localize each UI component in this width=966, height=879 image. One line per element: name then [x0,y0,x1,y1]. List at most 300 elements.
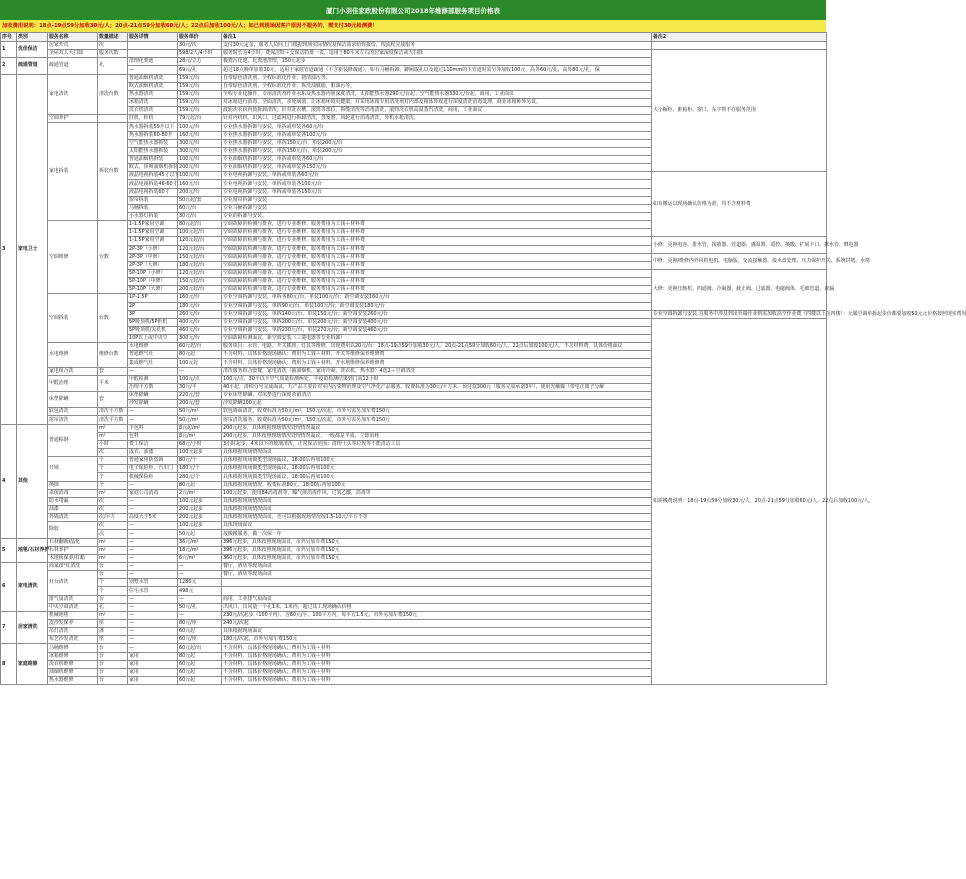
cell-remark-2: 大小橱柜、脏箱柜、窗口、东字帮不在服务范围 [652,50,827,172]
cell-detail: — [128,619,178,627]
cell-unit-price: — [178,563,222,571]
cell-detail: — [128,628,178,636]
cell-service-name: 排气扇清洗 [48,595,98,603]
cell-remark-1: 360元起步，具体按照现场面议，市外另加车费150元 [222,554,652,562]
cell-detail: — [128,546,178,554]
cell-quantity: m² [98,489,128,497]
cell-detail: 清理化粪池 [128,58,178,66]
cell-unit-price: 80元/个 [178,457,222,465]
cell-service-name: 中央空调清洗 [48,603,98,611]
cell-no: 4 [1,424,17,538]
cell-quantity: 小时 [98,440,128,448]
table-header-row [1,33,827,42]
cell-service-name: 空调拆装 [48,294,98,343]
cell-detail: 3P [128,310,178,318]
cell-remark-1: 具体根据现场情况面议 [222,449,652,457]
cell-no: 3 [1,74,17,424]
cell-quantity: 台 [98,676,128,684]
cell-unit-price: 498元 [178,587,222,595]
cell-unit-price: 120元起/台 [178,269,222,277]
header-no: 序号 [1,33,17,42]
cell-remark-1: 专业空调拆卸与安装，单拆200元/台，单装200元/台；新空调安装400元/台 [222,318,652,326]
cell-quantity: 次 [98,42,128,50]
cell-unit-price: 18元/m² [178,546,222,554]
cell-detail: 电子保险柜、汽车门 [128,465,178,473]
cell-remark-1: 具体现场面议 [222,522,652,530]
cell-unit-price: 180元/台 [178,302,222,310]
cell-detail: 机械保险柜 [128,473,178,481]
cell-detail: — [128,367,178,375]
cell-remark-1: 空调故障检测面议，新空调安装（三菱电器等专业拆卸） [222,335,652,343]
cell-detail: 集成燃气灶 [128,359,178,367]
cell-service-name: 开锁 [48,457,98,481]
cell-quantity: 台 [98,644,128,652]
cell-unit-price: 1280元 [178,579,222,587]
cell-remark-1: 空调故障的检测与排查，进行专业维修，服务费用为工钱＋材料费 [222,229,652,237]
cell-service-name: 商家/炉灶清洗 [48,563,98,571]
cell-service-name: 冰箱维修 [48,652,98,660]
cell-detail: 热水器拆装59升以下 [128,123,178,131]
cell-remark-1: 不含材料，具体价格现场确认；费用为工钱＋材料 [222,668,652,676]
cell-unit-price: 159元/台 [178,107,222,115]
cell-remark-1: 空调故障的检测与排查，进行专业维修，服务费用为工钱＋材料费 [222,278,652,286]
cell-detail: 沙发除螨 [128,400,178,408]
cell-unit-price: 280元/个 [178,473,222,481]
cell-unit-price: — [178,595,222,603]
cell-detail: 液晶电视拆装46-60寸 [129,180,178,187]
cell-quantity: 套 [98,367,128,375]
cell-quantity: 清洗台数 [98,74,128,115]
cell-remark-1: 不含材料，具体价格现场确认；费用为工钱＋材料 [222,660,652,668]
sheet-title: 厦门小羽佳家政股份有限公司2018年维修部服务项目价格表 [0,0,826,20]
cell-detail: 家用 [128,652,178,660]
cell-remark-1: 不含材料，具体价格现场确认；费用为工钱＋材料 [222,652,652,660]
cell-category: 其他 [17,424,48,538]
cell-quantity: 台 [98,660,128,668]
cell-quantity: 拆装台数 [98,123,128,221]
cell-detail: 普通油烟机拆装 [128,155,178,163]
cell-detail: 5P吸顶机/5P柜机 [128,318,178,326]
cell-detail: 窗帘拆装 [128,196,178,204]
cell-detail: 治理平方数 [128,383,178,391]
cell-remark-1: 具体根据现场情况面议，也可以根据现场情况按1.5-10元/平方不等 [222,514,652,522]
cell-unit-price: 400元/台 [178,318,222,326]
cell-unit-price: 6元/m² [178,554,222,562]
cell-detail: — [128,611,178,619]
cell-unit-price: 60元起 [178,668,222,676]
cell-category: 疏通管道 [17,58,48,74]
cell-detail: 5P-10P（大修） [128,286,178,294]
cell-remark-2: 小修：更换电容、排水管、接收器、管道器、感温器、遥控、换暖、扩展卡口、排水管、继电器 [652,237,827,253]
cell-remark-1: 不含材料，具体价格现场确认：费用为工钱＋材料，开水地维修保养维修费 [222,359,652,367]
cell-detail [128,42,178,50]
cell-unit-price: 100元/台 [178,172,222,180]
cell-quantity: 个 [98,481,128,489]
cell-remark-1: 空调故障的检测与排查，进行专业维修，服务费用为工钱＋材料费 [222,245,652,253]
cell-unit-price: 300元/台 [178,139,222,147]
cell-quantity: 个 [98,473,128,481]
cell-service-name: 除胶 [48,522,98,538]
cell-service-name: 油烟机维修 [48,668,98,676]
cell-remark-1 [222,587,652,595]
cell-unit-price: 69元/孔 [178,66,222,74]
cell-quantity: m² [98,538,128,546]
cell-detail: 小水器灯拆装 [128,212,178,220]
cell-remark-1: 396元起步，具体按照现场面议，市外另加车费150元 [222,546,652,554]
cell-detail: — [128,497,178,505]
cell-remark-1: 餐厅，酒店等现场面议 [222,563,652,571]
surcharge-notice: 加收费用说明：18点-19点59分加收30元/人；20点-21点59分加收60元/人；22点后加收100元/人；如已到现场因客户原因不服务的，需支付30元检测费！ [0,20,826,32]
cell-unit-price: 100元/台 [178,155,222,163]
cell-remark-1: 自带绿色清洗剂，全程标准化作业，初清油污等。 [222,74,652,82]
cell-service-name: 普通粘钢 [48,424,98,457]
cell-remark-1: 极粪污化池，化粪池清理，150元起步 [222,58,652,66]
cell-unit-price: 160元/台 [178,294,222,302]
header-category: 类别 [17,33,48,42]
cell-quantity: m² [98,546,128,554]
cell-category: 家庭维修 [17,644,48,685]
cell-detail: 水电维修 [128,343,178,351]
cell-category: 家电卫士 [17,74,48,424]
cell-detail: 10P以上或中央空 [128,335,178,343]
cell-detail: 高度大于5米 [128,514,178,522]
cell-detail: 别墅水管 [128,579,178,587]
cell-unit-price: 80元起 [178,652,222,660]
cell-unit-price: 200元/台 [178,164,222,172]
cell-detail: 空气能热水器拆装 [128,139,178,147]
cell-unit-price: — [178,571,222,579]
cell-unit-price: 160元/台 [178,131,222,139]
cell-unit-price: 80元起/台 [178,221,222,229]
cell-detail: 冰箱清洗 [128,98,178,106]
cell-detail: — [128,636,178,644]
cell-detail: — [128,595,178,603]
table-row [1,42,827,50]
cell-service-name: 灶台清洗 [48,571,98,595]
cell-remark-1: 空调故障的检测与排查，进行专业维修，服务费用为工钱＋材料费 [222,261,652,269]
cell-remark-1: 不含材料，具体价格现场确认；费用为工钱＋材料 [222,676,652,684]
cell-service-name: 全屋双人大扫除 [48,50,98,58]
cell-unit-price: 60元起 [178,676,222,684]
cell-unit-price: 220元/套 [178,392,222,400]
cell-detail: 马桶拆装 [128,204,178,212]
cell-unit-price: 120元起/台 [178,237,222,245]
cell-remark-1: 专业油烟机拆卸与安装，单拆或单装各150元/台 [222,164,652,172]
cell-detail: 热水器清洗 [128,90,178,98]
cell-quantity: 次 [98,522,128,530]
cell-remark-1: 软包墙面清洗，收费标准为50元/m²，150元/次起，市外另需另加车费150元 [222,408,652,416]
cell-unit-price: 159元/台 [178,98,222,106]
cell-service-name: 外墙清洗 [48,514,98,522]
cell-service-name: 防水堵漏 [48,497,98,505]
cell-remark-1: 支付30元定金，服务人员间上门根据现场实际情况及保洁需求给你报价，按流程完成服务 [222,42,652,50]
cell-unit-price: 300元/台 [178,335,222,343]
cell-unit-price: 68元/小时 [178,440,222,448]
cell-unit-price: 79元起/台 [178,115,222,123]
cell-detail: 热水器拆装60-80升 [128,131,178,139]
cell-remark-1: 240元/次起 [222,619,652,627]
cell-detail: 普通燃气灶 [128,351,178,359]
cell-quantity: 台数 [98,294,128,343]
cell-remark-1: 具体根据现场情况面议 [222,506,652,514]
cell-detail: 2P-3P（小修） [128,245,178,253]
cell-remark-1: 全程专业化操作，专用清洗剂作业水垢及热水器内胆深度清洗，太阳能热水器290元/台起；空气能热水器330元/台起，商用，工业面议 [222,90,652,98]
cell-detail: 家用 [128,668,178,676]
cell-remark-2: 专业空调拆卸与安装,且服务中涉及到出外墙作业则需加收高空作业费（四楼以上含四楼）：元服空调单拆起步价都要加收50元元价格按照现实费用 [653,310,966,317]
cell-no: 1 [1,42,17,58]
cell-detail: — [128,66,178,74]
cell-unit-price: 50元/孔 [178,603,222,611]
cell-remark-1: 专业热水器拆卸与安装，单拆或单装各100元/台 [222,131,652,139]
cell-detail: 液晶电视拆装60寸 [128,188,178,196]
cell-remark-1: 专业空调拆卸与安装，单拆各80元/台，单装100元/台；新空调安装160元/台 [222,294,652,302]
cell-remark-1: 200元起步，具体根据现场情况处理情况面议 [222,424,652,432]
cell-service-name: 软包清洗 [48,408,98,416]
cell-unit-price: — [178,611,222,619]
cell-remark-1: 商用，工业排气扇面议 [222,595,652,603]
cell-remark-1: 空调故障的检测与排查，进行专业维修，服务费用为工钱＋材料费 [222,221,652,229]
cell-service-name: 吊灯清洗 [48,628,98,636]
cell-unit-price: 8元/m² [178,432,222,440]
cell-detail: 2P-3P（大修） [128,261,178,269]
cell-remark-1: 200元起步，具体按照现场情况处理情况面议，一般都是半成，立即消耗 [222,432,652,440]
cell-unit-price: 80元起 [178,481,222,489]
cell-unit-price: 100元起步 [178,522,222,530]
cell-unit-price: 300元/台 [178,147,222,155]
cell-unit-price: 80元起 [178,351,222,359]
cell-detail: 5P-10P（小修） [128,269,178,277]
cell-service-name: 家电拆装 [48,123,98,221]
cell-unit-price: 50元/m² [178,408,222,416]
cell-detail: 包料 [128,432,178,440]
cell-service-name: 木地板保养/打蜡 [48,554,98,562]
cell-service-name: 油漆 [48,506,98,514]
cell-quantity: 台 [98,571,128,579]
cell-remark-1: 专业热水器拆卸与安装，单拆150元/台，单装200元/台 [222,139,652,147]
cell-quantity: 台 [98,563,128,571]
cell-no: 2 [1,58,17,74]
cell-service-name: 布艺沙发清洗 [48,636,98,644]
cell-detail: 洗衣机清洗 [128,107,178,115]
cell-detail: 住宅水管 [128,587,178,595]
cell-detail: — [128,481,178,489]
cell-service-name: 皮沙发保养 [48,619,98,627]
cell-unit-price: 8元起/m² [178,424,222,432]
cell-category: 家电清洗 [17,563,48,612]
cell-detail: 床垫除螨 [128,392,178,400]
cell-unit-price: 28元/立方 [178,58,222,66]
cell-remark-2: 大修：更换压缩机、四通阀、冷凝器、截止阀、过滤器、电磁阀体、毛细管道、查漏 [652,269,827,310]
price-table [0,32,966,685]
table-row [1,50,827,58]
cell-unit-price: 30元/次 [178,42,222,50]
cell-remark-1 [222,579,652,587]
cell-detail: — [128,506,178,514]
cell-remark-1: 餐厅，酒店等现场面议 [222,571,652,579]
cell-remark-1: 清洗服务组合套餐，家电清洗（抽油烟机，家用冷凝，洗衣机，热水器）4选2＋空调清洗 [222,367,652,375]
cell-remark-1: 专业空调拆卸与安装，单拆140元/台，单装150元/台；新空调安装260元/台 [222,310,652,318]
cell-quantity: 次 [98,449,128,457]
cell-remark-1: 不含材料，具体价格现场确认：费用为工钱＋材料，开关等维修保养维修费 [222,351,652,359]
header-quantity: 数量描述 [98,33,128,42]
cell-quantity: 个 [98,587,128,595]
cell-detail: — [128,416,178,424]
cell-detail: 1-1.5P家用空调 [128,237,178,245]
cell-remark-1: 空调故障的检测与排查，进行专业维修，服务费用为工钱＋材料费 [222,269,652,277]
cell-unit-price: 36元/m² [178,538,222,546]
cell-remark-1: 40平起，清积分号完成面议，方产品主要针对室内污染物治理及空气净化产品服务。收费标准为30元/平方米，预付款300元（服务完成承诺3年），使用光触媒（带电正离子分解 [222,383,652,391]
cell-remark-1: 230元/次起步（100平内），含80元/平，100平方内，每平方1.5元，市外另加车费150元 [222,611,652,619]
cell-service-name: 水电维修 [48,343,98,367]
cell-unit-price: 150元起/台 [178,253,222,261]
cell-service-name: 热水器维修 [48,676,98,684]
cell-unit-price: 60元/台 [178,204,222,212]
cell-service-name: 马桶维修 [48,644,98,652]
cell-detail: 太阳能热水器拆装 [128,147,178,155]
cell-remark-1: 沙发除螨200元起 [222,400,652,408]
cell-remark-1: 专业空调拆卸与安装，单拆230元/台，单装270元/台；新空调安装460元/台 [222,326,652,334]
cell-remark-1: 窗帘清洗服务，收费标准为50元/m²，150元/次起，市外另需另加车费150元 [222,416,652,424]
cell-unit-price: 50元/m² [178,416,222,424]
cell-service-name: 疏通管道 [48,58,98,74]
cell-quantity: 套 [98,392,128,408]
cell-detail: 普通油烟机清洗 [128,74,178,82]
cell-service-name: 居家开荒 [48,42,98,50]
cell-quantity: 孔 [98,603,128,611]
cell-remark-1: 服务时长为4小时，费保洁特＋女保洁特排一表，适用于80平米左右的居家深度保洁或大扫除 [222,50,652,58]
cell-unit-price: 100元起 [178,359,222,367]
cell-service-name: 机械地毯 [48,611,98,619]
cell-category: 优佳保洁 [17,42,48,58]
cell-unit-price: 200元起步 [178,506,222,514]
header-service-name: 服务名称 [48,33,98,42]
cell-remark-1: 空调故障的检测与排查，进行专业维修，服务费用为工钱＋材料费 [222,286,652,294]
cell-unit-price: 80元/座 [178,619,222,627]
cell-service-name: 杀菌消毒 [48,489,98,497]
cell-remark-1: 服务项目：水管，电路，开关插座，灯具等维修，出现费用以20元/台：18点-19点59分加收30元/人，20点-21点59分加收60元/人，22点后加收100元/人，不含材料费，具体价格面议 [222,343,652,351]
cell-detail: — [128,538,178,546]
cell-remark-1: 100元/点，30平以下空气质量检测两处，平疫苗检测结果到门需12小时 [222,375,652,383]
cell-unit-price: 159元/台 [178,74,222,82]
cell-service-name: 石材翻新/晶化 [48,538,98,546]
cell-detail: — [128,563,178,571]
cell-unit-price: 160元/台 [178,180,222,188]
cell-remark-1: 专业热水器拆卸与安装，单拆或单装各60元/台 [222,123,652,131]
cell-remark-1: 专业油烟机拆卸与安装，单拆或单装各60元/台 [222,155,652,163]
cell-remark-2: 如有搬运以现场确认价格为准，均不含材料费 [652,172,827,237]
cell-service-name: 家电组合洗 [48,367,98,375]
cell-unit-price: 60元起/台 [178,343,222,351]
cell-remark-2 [652,42,827,50]
cell-remark-1: 对冰箱进行消毒，全面清洗，杀死病菌，让冰箱环境更健康，并采用冰箱专用清洗剂对内部及箱体外观进行深度清洗消毒处理，商业冰箱种外另议。 [222,98,652,106]
cell-quantity: 服务次数 [98,50,128,58]
cell-detail: 1P-1.5P [128,294,178,302]
cell-remark-1: 具体根据现场情况，收费标准80元，18:00后再加100元 [222,481,652,489]
cell-remark-1: 3小时起步，4米以下的玻璃清洗，正常保洁范围；清理土头等垃圾等不能清洁工具 [222,440,652,448]
cell-remark-1: 396元起步，具体按照现场面议，市外另加车费150元 [222,538,652,546]
cell-unit-price: 50元起 [178,530,222,538]
cell-no: 6 [1,563,17,612]
cell-unit-price: 200元起/台 [178,286,222,294]
cell-unit-price: 180元起/台 [178,261,222,269]
cell-quantity: 座 [98,619,128,627]
cell-unit-price: 460元/台 [178,326,222,334]
cell-service-name: 洗衣机维修 [48,660,98,668]
cell-remark-1: 按搬搬服务，做一次保一年 [222,530,652,538]
cell-detail: — [128,554,178,562]
cell-unit-price: 200元/套 [178,400,222,408]
cell-detail: 液晶电视拆装45寸以下 [129,172,180,179]
cell-remark-1: 专业空调拆卸与安装，单拆90元/台，单装100元/台；新空调安装180元/台 [222,302,652,310]
cell-quantity: 盏 [98,628,128,636]
cell-no: 8 [1,644,17,685]
cell-quantity: 台 [98,595,128,603]
cell-unit-price: 200元起步 [178,514,222,522]
cell-unit-price: 598/2人/4小时 [178,50,222,58]
cell-remark-1: 专业热水器拆卸与安装，单拆150元/台，单装200元/台 [222,147,652,155]
header-remark-2: 备注2 [652,33,827,42]
cell-detail: 1-1.5P家用空调 [128,221,178,229]
cell-unit-price: 200元/台 [178,188,222,196]
cell-unit-price: 100元/台 [178,123,222,131]
cell-detail: 1-1.5P家用空调 [128,229,178,237]
cell-remark-1: 空调故障的检测与排查，进行专业维修，服务费用为工钱＋材料费 [222,237,652,245]
cell-detail: 费工保洁 [128,440,178,448]
cell-service-name: 甲醛治理 [48,375,98,391]
cell-quantity: 清洗平方数 [98,408,128,416]
cell-unit-price: 180元/个 [178,465,222,473]
cell-quantity: 次/平方 [98,514,128,522]
cell-unit-price: 60元起 [178,660,222,668]
cell-detail: — [128,571,178,579]
cell-detail: 家庭公司消毒 [128,489,178,497]
cell-detail: 2P [128,302,178,310]
cell-quantity: m² [98,554,128,562]
cell-quantity: 个 [98,465,128,473]
cell-remark-1: 具体根据现场锁类型现场面议，18:00后再加100元 [222,473,652,481]
cell-quantity: m² [98,611,128,619]
cell-remark-1: 波轮洗衣机内筒拆卸清洗，针对洗衣槽，滚筒等部位，拆缝清洗等消毒清洗，滚筒洗衣机高温蒸汽清洗，商用，工业面议 [222,107,652,115]
cell-category: 地毯/石材养护 [17,538,48,562]
cell-quantity: m² [98,432,128,440]
cell-remark-1: 具体根据现场面议 [222,628,652,636]
cell-remark-1: 专业电视拆卸与安装，单拆或单装各100元/台 [222,180,652,188]
cell-unit-price: 100元起/台 [178,229,222,237]
cell-unit-price: 60元/座 [178,636,222,644]
cell-remark-1: 专业电视拆卸与安装，单拆或单装各60元/台 [222,172,652,180]
cell-detail: — [128,522,178,530]
cell-quantity: 个 [98,579,128,587]
cell-remark-1: 不含材料，具体价格现场确认；费用为工钱＋材料 [222,644,652,652]
cell-unit-price: 100元/点 [178,375,222,383]
cell-unit-price: 30元/平 [178,383,222,391]
cell-detail: 家用 [128,676,178,684]
cell-remark-1: 180元/次起，市外另加车费150元 [222,636,652,644]
cell-remark-1: 超过18点晚单加收30元，适用于家庭管道疏通（不含新装修疏通），如有马桶拆卸、蹲厕取孔以及超过110mm的主管道时需另外加收100元。高外60元/孔，高外80元/孔，保 [222,66,652,74]
cell-detail: 家用 [128,660,178,668]
cell-quantity: 清洗平方数 [98,416,128,424]
cell-detail [128,50,178,58]
cell-remark-1: 空调故障的检测与排查，进行专业维修，服务费用为工钱＋材料费 [222,253,652,261]
cell-quantity: 台 [98,668,128,676]
cell-unit-price: 60元起 [178,628,222,636]
cell-unit-price: 260元/台 [178,310,222,318]
cell-service-name: 床垫除螨 [48,392,98,408]
cell-unit-price: 150元起/台 [178,278,222,286]
cell-quantity: 台数 [98,221,128,294]
cell-unit-price: 2元/m² [178,489,222,497]
cell-remark-1: 专业床垫除螨，对床垫进行深度杀菌清洁 [222,392,652,400]
